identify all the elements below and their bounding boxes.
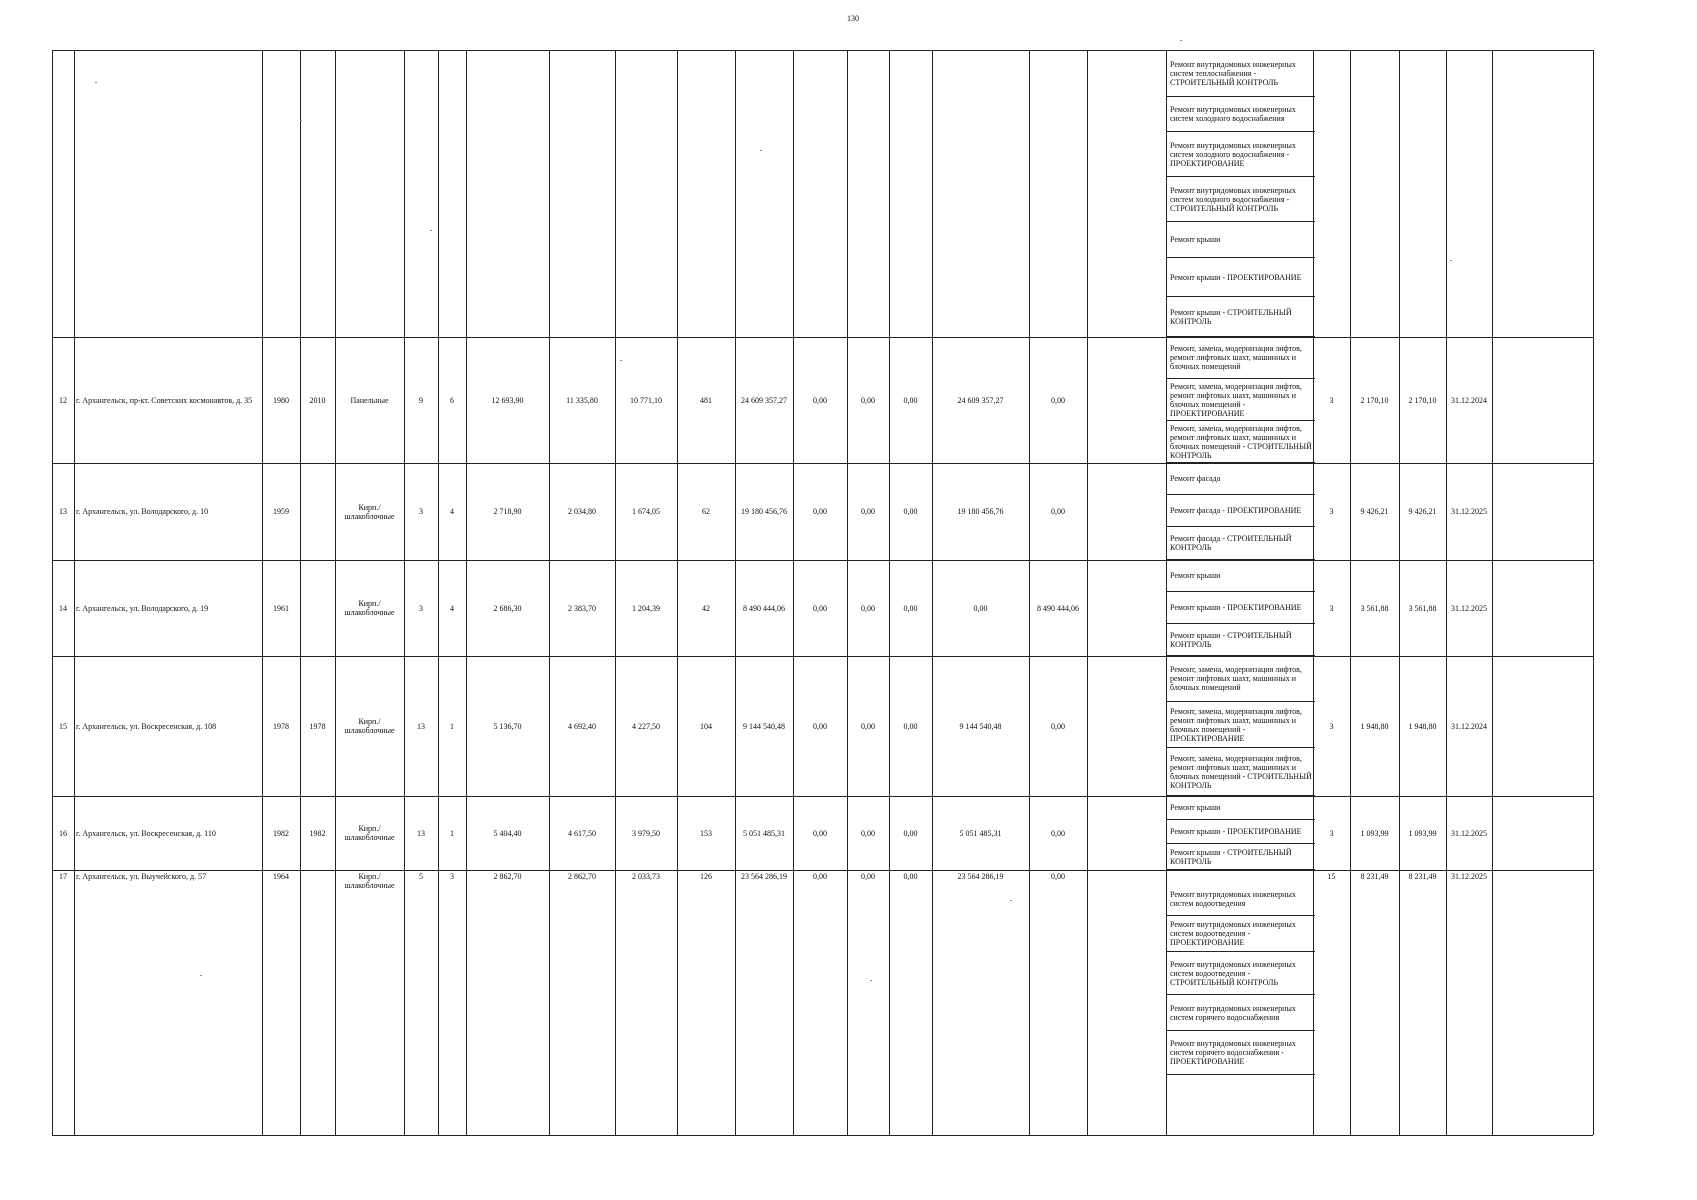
work-text: Ремонт крыши	[1170, 235, 1221, 244]
work-text: Ремонт внутридомовых инженерных систем водоотведения - СТРОИТЕЛЬНЫЙ КОНТРОЛЬ	[1170, 959, 1296, 987]
work-text: Ремонт, замена, модернизация лифтов, ремонт лифтовых шахт, машинных и блочных помещений	[1170, 665, 1302, 692]
work-count-cell: 3	[1329, 828, 1334, 838]
work-item	[1167, 820, 1315, 844]
total-area-cell: 2 862,70	[493, 872, 522, 881]
fund-other-cell: 0,00	[1051, 507, 1065, 516]
cost-total-cell: 24 609 357,27	[741, 395, 787, 405]
cost-total-cell: 19 180 456,76	[741, 507, 787, 516]
fund-federal-cell: 0,00	[813, 507, 827, 516]
premises-area-cell: 4 692,40	[568, 721, 596, 731]
fund-local-cell: 0,00	[903, 872, 918, 881]
work-text: Ремонт внутридомовых инженерных систем холодного водоснабжения - ПРОЕКТИРОВАНИЕ	[1170, 140, 1296, 168]
address-cell: г. Архангельск, пр-кт. Советских космонавтов, д. 35	[76, 395, 253, 405]
work-item	[1167, 222, 1315, 258]
floors-cell: 13	[417, 721, 425, 731]
row-number: 15	[59, 721, 67, 731]
fund-owners-cell: 9 144 540,48	[959, 721, 1002, 731]
work-text: Ремонт, замена, модернизация лифтов, ремонт лифтовых шахт, машинных и блочных помещений - СТРОИТЕЛЬНЫЙ КОНТРОЛЬ	[1170, 423, 1312, 460]
work-text: Ремонт фасада - СТРОИТЕЛЬНЫЙ КОНТРОЛЬ	[1170, 534, 1292, 552]
row-rule	[52, 50, 1593, 51]
work-text: Ремонт внутридомовых инженерных систем горячего водоснабжения - ПРОЕКТИРОВАНИЕ	[1170, 1039, 1296, 1066]
unit-cost-cell: 8 231,49	[1360, 872, 1389, 881]
work-item	[1167, 952, 1315, 995]
work-item	[1167, 463, 1315, 495]
scan-speck	[1450, 260, 1452, 261]
fund-owners-cell: 19 180 456,76	[957, 507, 1004, 516]
unit-cost-cell: 1 948,80	[1360, 721, 1389, 731]
fund-federal-cell: 0,00	[813, 872, 827, 881]
row-rule	[52, 1135, 1593, 1136]
residents-cell: 126	[700, 872, 712, 881]
entrances-cell: 6	[450, 395, 454, 405]
cost-total-cell: 8 490 444,06	[743, 603, 785, 613]
premises-area-cell: 11 335,80	[566, 395, 598, 405]
scan-speck	[870, 980, 872, 981]
work-text: Ремонт крыши	[1170, 571, 1221, 580]
wall-material-cell: Кирп./шлакоблочные	[344, 717, 395, 735]
floors-cell: 3	[419, 507, 423, 516]
work-text: Ремонт, замена, модернизация лифтов, ремонт лифтовых шахт, машинных и блочных помещений - ПРОЕКТИРОВАНИЕ	[1170, 706, 1302, 743]
total-area-cell: 12 693,90	[491, 395, 524, 405]
residential-area-cell: 2 033,73	[632, 872, 660, 881]
residential-area-cell: 1 674,05	[632, 507, 660, 516]
fund-regional-cell: 0,00	[861, 872, 875, 881]
work-text: Ремонт внутридомовых инженерных систем холодного водоснабжения - СТРОИТЕЛЬНЫЙ КОНТРОЛЬ	[1170, 185, 1296, 213]
total-area-cell: 5 136,70	[493, 721, 522, 731]
wall-material-cell: Кирп./шлакоблочные	[344, 872, 395, 890]
work-item	[1167, 379, 1315, 421]
row-number: 16	[59, 828, 67, 838]
scan-speck	[760, 150, 762, 151]
unit-cost-cell: 2 170,10	[1360, 395, 1389, 405]
work-text: Ремонт крыши - ПРОЕКТИРОВАНИЕ	[1170, 603, 1302, 612]
residential-area-cell: 1 204,39	[632, 603, 660, 613]
residents-cell: 42	[702, 603, 710, 613]
premises-area-cell: 2 034,80	[568, 507, 596, 516]
work-text: Ремонт крыши - ПРОЕКТИРОВАНИЕ	[1170, 827, 1302, 836]
work-text: Ремонт крыши - СТРОИТЕЛЬНЫЙ КОНТРОЛЬ	[1170, 847, 1292, 866]
unit-cost-max-cell: 3 561,88	[1408, 603, 1437, 613]
address-cell: г. Архангельск, ул. Володарского, д. 10	[76, 507, 209, 516]
column-rule	[1087, 50, 1088, 1135]
floors-cell: 13	[417, 828, 425, 838]
work-item	[1167, 421, 1315, 463]
work-item	[1167, 297, 1315, 337]
floors-cell: 9	[419, 395, 423, 405]
work-text: Ремонт крыши - ПРОЕКТИРОВАНИЕ	[1170, 272, 1302, 282]
scan-speck	[430, 230, 432, 231]
fund-federal-cell: 0,00	[813, 603, 827, 613]
work-count-cell: 3	[1329, 721, 1334, 731]
scan-speck	[300, 120, 302, 121]
residential-area-cell: 4 227,50	[632, 721, 660, 731]
work-item	[1167, 1031, 1315, 1075]
residents-cell: 153	[700, 828, 712, 838]
wall-material-cell: Кирп./шлакоблочные	[344, 599, 395, 617]
year-repair-cell: 2010	[309, 395, 326, 405]
work-item	[1167, 844, 1315, 870]
work-item	[1167, 495, 1315, 527]
address-cell: г. Архангельск, ул. Воскресенская, д. 108	[76, 721, 217, 731]
wall-material-cell: Панельные	[350, 395, 389, 405]
floors-cell: 5	[419, 872, 423, 881]
work-text: Ремонт, замена, модернизация лифтов, ремонт лифтовых шахт, машинных и блочных помещений	[1170, 344, 1302, 371]
entrances-cell: 4	[450, 603, 454, 613]
total-area-cell: 2 686,30	[493, 603, 522, 613]
work-count-cell: 3	[1329, 603, 1334, 613]
work-text: Ремонт крыши - СТРОИТЕЛЬНЫЙ КОНТРОЛЬ	[1170, 630, 1292, 649]
fund-federal-cell: 0,00	[813, 395, 827, 405]
unit-cost-max-cell: 2 170,10	[1408, 395, 1437, 405]
total-area-cell: 5 404,40	[493, 828, 522, 838]
row-number: 12	[59, 395, 67, 405]
work-count-cell: 3	[1329, 507, 1334, 516]
work-text: Ремонт фасада	[1170, 474, 1221, 483]
deadline-cell: 31.12.2025	[1451, 828, 1487, 838]
fund-local-cell: 0,00	[903, 721, 918, 731]
wall-material-cell: Кирп./шлакоблочные	[344, 502, 395, 521]
unit-cost-cell: 3 561,88	[1360, 603, 1389, 613]
cost-total-cell: 5 051 485,31	[743, 828, 785, 838]
work-text: Ремонт, замена, модернизация лифтов, ремонт лифтовых шахт, машинных и блочных помещений - СТРОИТЕЛЬНЫЙ КОНТРОЛЬ	[1170, 753, 1312, 790]
entrances-cell: 4	[450, 507, 454, 516]
year-repair-cell	[300, 870, 335, 888]
premises-area-cell: 2 862,70	[568, 872, 596, 881]
unit-cost-max-cell: 8 231,49	[1408, 872, 1437, 881]
row-number: 17	[59, 872, 67, 881]
unit-cost-cell: 1 093,99	[1360, 828, 1389, 838]
year-built-cell: 1964	[273, 872, 289, 881]
row-number: 14	[59, 603, 67, 613]
fund-regional-cell: 0,00	[861, 395, 875, 405]
work-text: Ремонт внутридомовых инженерных систем холодного водоснабжения	[1170, 105, 1296, 123]
year-repair-cell: 1978	[309, 721, 326, 731]
fund-regional-cell: 0,00	[861, 828, 875, 838]
work-text: Ремонт внутридомовых инженерных систем теплоснабжения - СТРОИТЕЛЬНЫЙ КОНТРОЛЬ	[1170, 59, 1296, 87]
unit-cost-max-cell: 1 093,99	[1408, 828, 1437, 838]
residents-cell: 62	[702, 507, 710, 516]
work-text: Ремонт крыши - СТРОИТЕЛЬНЫЙ КОНТРОЛЬ	[1170, 307, 1292, 326]
year-repair-cell	[300, 463, 335, 560]
residential-area-cell: 10 771,10	[630, 395, 662, 405]
work-item	[1167, 702, 1315, 748]
premises-area-cell: 4 617,50	[568, 828, 596, 838]
scan-speck	[200, 975, 202, 976]
fund-local-cell: 0,00	[903, 395, 918, 405]
total-area-cell: 2 718,90	[493, 507, 522, 516]
fund-other-cell: 0,00	[1051, 721, 1065, 731]
work-item	[1167, 337, 1315, 379]
fund-owners-cell: 5 051 485,31	[959, 828, 1002, 838]
fund-local-cell: 0,00	[903, 828, 918, 838]
fund-regional-cell: 0,00	[861, 507, 875, 516]
year-built-cell: 1961	[273, 603, 289, 613]
work-item	[1167, 995, 1315, 1031]
residential-area-cell: 3 979,50	[632, 828, 660, 838]
work-item	[1167, 624, 1315, 656]
fund-owners-cell: 0,00	[973, 603, 988, 613]
scan-speck	[1010, 900, 1012, 901]
work-text: Ремонт фасада - ПРОЕКТИРОВАНИЕ	[1170, 506, 1302, 515]
deadline-cell: 31.12.2025	[1451, 507, 1487, 516]
work-item	[1167, 592, 1315, 624]
cost-total-cell: 23 564 286,19	[741, 872, 787, 881]
scan-speck	[95, 82, 97, 83]
fund-other-cell: 0,00	[1051, 828, 1065, 838]
work-count-cell: 15	[1327, 872, 1336, 881]
work-text: Ремонт крыши	[1170, 803, 1221, 812]
work-count-cell: 3	[1329, 395, 1334, 405]
fund-owners-cell: 24 609 357,27	[957, 395, 1004, 405]
work-item	[1167, 916, 1315, 952]
year-built-cell: 1982	[273, 828, 289, 838]
work-text: Ремонт, замена, модернизация лифтов, ремонт лифтовых шахт, машинных и блочных помещений - ПРОЕКТИРОВАНИЕ	[1170, 381, 1302, 418]
work-item	[1167, 132, 1315, 177]
work-item	[1167, 258, 1315, 297]
fund-other-cell: 0,00	[1051, 395, 1065, 405]
row-number: 13	[59, 507, 67, 516]
work-item	[1167, 97, 1315, 132]
year-built-cell: 1980	[273, 395, 289, 405]
page-number: 130	[847, 14, 859, 23]
repair-program-table	[52, 50, 1593, 1135]
cost-total-cell: 9 144 540,48	[743, 721, 785, 731]
column-rule	[1492, 50, 1493, 1135]
fund-other-cell: 0,00	[1051, 872, 1065, 881]
unit-cost-max-cell: 9 426,21	[1408, 507, 1437, 516]
deadline-cell: 31.12.2025	[1451, 603, 1487, 613]
work-item	[1167, 560, 1315, 592]
year-repair-cell	[300, 560, 335, 656]
unit-cost-cell: 9 426,21	[1360, 507, 1389, 516]
scan-speck	[1180, 40, 1182, 41]
scan-speck	[620, 360, 622, 361]
year-built-cell: 1978	[273, 721, 289, 731]
fund-federal-cell: 0,00	[813, 721, 827, 731]
residents-cell: 481	[700, 395, 712, 405]
fund-regional-cell: 0,00	[861, 603, 875, 613]
year-built-cell: 1959	[273, 507, 289, 516]
work-text: Ремонт внутридомовых инженерных систем водоотведения - ПРОЕКТИРОВАНИЕ	[1170, 920, 1296, 947]
work-item	[1167, 656, 1315, 702]
work-item	[1167, 882, 1315, 916]
work-item	[1167, 527, 1315, 560]
work-item	[1167, 177, 1315, 222]
work-item	[1167, 796, 1315, 820]
unit-cost-max-cell: 1 948,80	[1408, 721, 1437, 731]
column-rule	[1593, 50, 1594, 1135]
fund-regional-cell: 0,00	[861, 721, 875, 731]
year-repair-cell: 1982	[309, 828, 326, 838]
wall-material-cell: Кирп./шлакоблочные	[344, 824, 395, 842]
deadline-cell: 31.12.2025	[1451, 872, 1487, 881]
address-cell: г. Архангельск, ул. Выучейского, д. 57	[76, 872, 207, 881]
fund-owners-cell: 23 564 286,19	[957, 872, 1004, 881]
premises-area-cell: 2 383,70	[568, 603, 596, 613]
fund-local-cell: 0,00	[903, 507, 918, 516]
deadline-cell: 31.12.2024	[1451, 721, 1487, 731]
work-text: Ремонт внутридомовых инженерных систем горячего водоснабжения	[1170, 1003, 1296, 1022]
fund-other-cell: 8 490 444,06	[1037, 603, 1079, 613]
work-item	[1167, 748, 1315, 796]
work-text: Ремонт внутридомовых инженерных систем водоотведения	[1170, 889, 1296, 908]
entrances-cell: 1	[450, 721, 454, 731]
address-cell: г. Архангельск, ул. Володарского, д. 19	[76, 603, 209, 613]
floors-cell: 3	[419, 603, 423, 613]
entrances-cell: 1	[450, 828, 454, 838]
deadline-cell: 31.12.2024	[1451, 395, 1487, 405]
fund-federal-cell: 0,00	[813, 828, 827, 838]
fund-local-cell: 0,00	[903, 603, 918, 613]
entrances-cell: 3	[450, 872, 454, 881]
work-item	[1167, 50, 1315, 97]
residents-cell: 104	[700, 721, 712, 731]
address-cell: г. Архангельск, ул. Воскресенская, д. 110	[76, 828, 216, 838]
